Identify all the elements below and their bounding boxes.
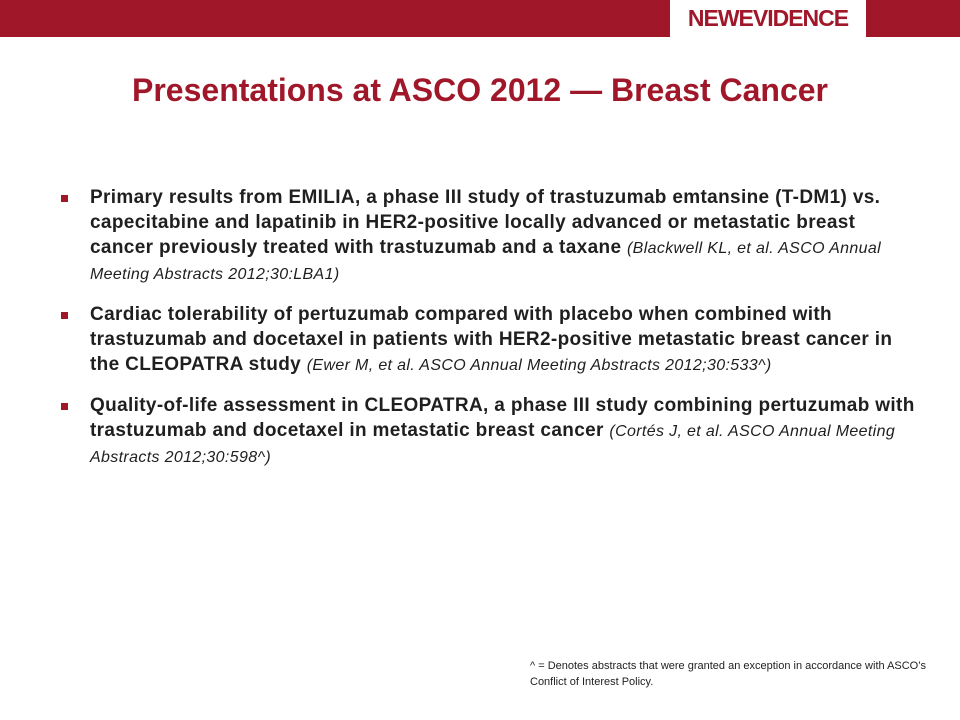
square-bullet-icon [61, 195, 68, 202]
logo-text: NEWEVIDENCE [687, 5, 849, 31]
bullet-list [58, 185, 916, 485]
list-item [58, 185, 916, 287]
bullet-citation: (Cortés J, et al. ASCO Annual Meeting Abstracts 2012;30:598^) [90, 423, 896, 466]
bullet-citation: (Blackwell KL, et al. ASCO Annual Meeting Abstracts 2012;30:LBA1) [90, 240, 882, 283]
logo [670, 0, 866, 37]
bullet-text: Primary results from EMILIA, a phase III study of trastuzumab emtansine (T-DM1) vs. capecitabine and lapatinib in HER2-positive locally advanced or metastatic breast cancer previously treated with trastuzumab and a taxane [90, 187, 881, 258]
square-bullet-icon [61, 403, 68, 410]
page-title: Presentations at ASCO 2012 — Breast Cancer [132, 72, 828, 108]
footnote: ^ = Denotes abstracts that were granted an exception in accordance with ASCO’s Conflict of Interest Policy. [530, 660, 926, 688]
bullet-citation: (Ewer M, et al. ASCO Annual Meeting Abstracts 2012;30:533^) [306, 357, 772, 374]
bullet-text: Quality-of-life assessment in CLEOPATRA, a phase III study combining pertuzumab with trastuzumab and docetaxel in metastatic breast cancer [90, 395, 915, 441]
list-item [58, 393, 916, 470]
bullet-text: Cardiac tolerability of pertuzumab compared with placebo when combined with trastuzumab and docetaxel in patients with HER2-positive metastatic breast cancer in the CLEOPATRA study [90, 304, 893, 375]
list-item [58, 302, 916, 378]
square-bullet-icon [61, 312, 68, 319]
